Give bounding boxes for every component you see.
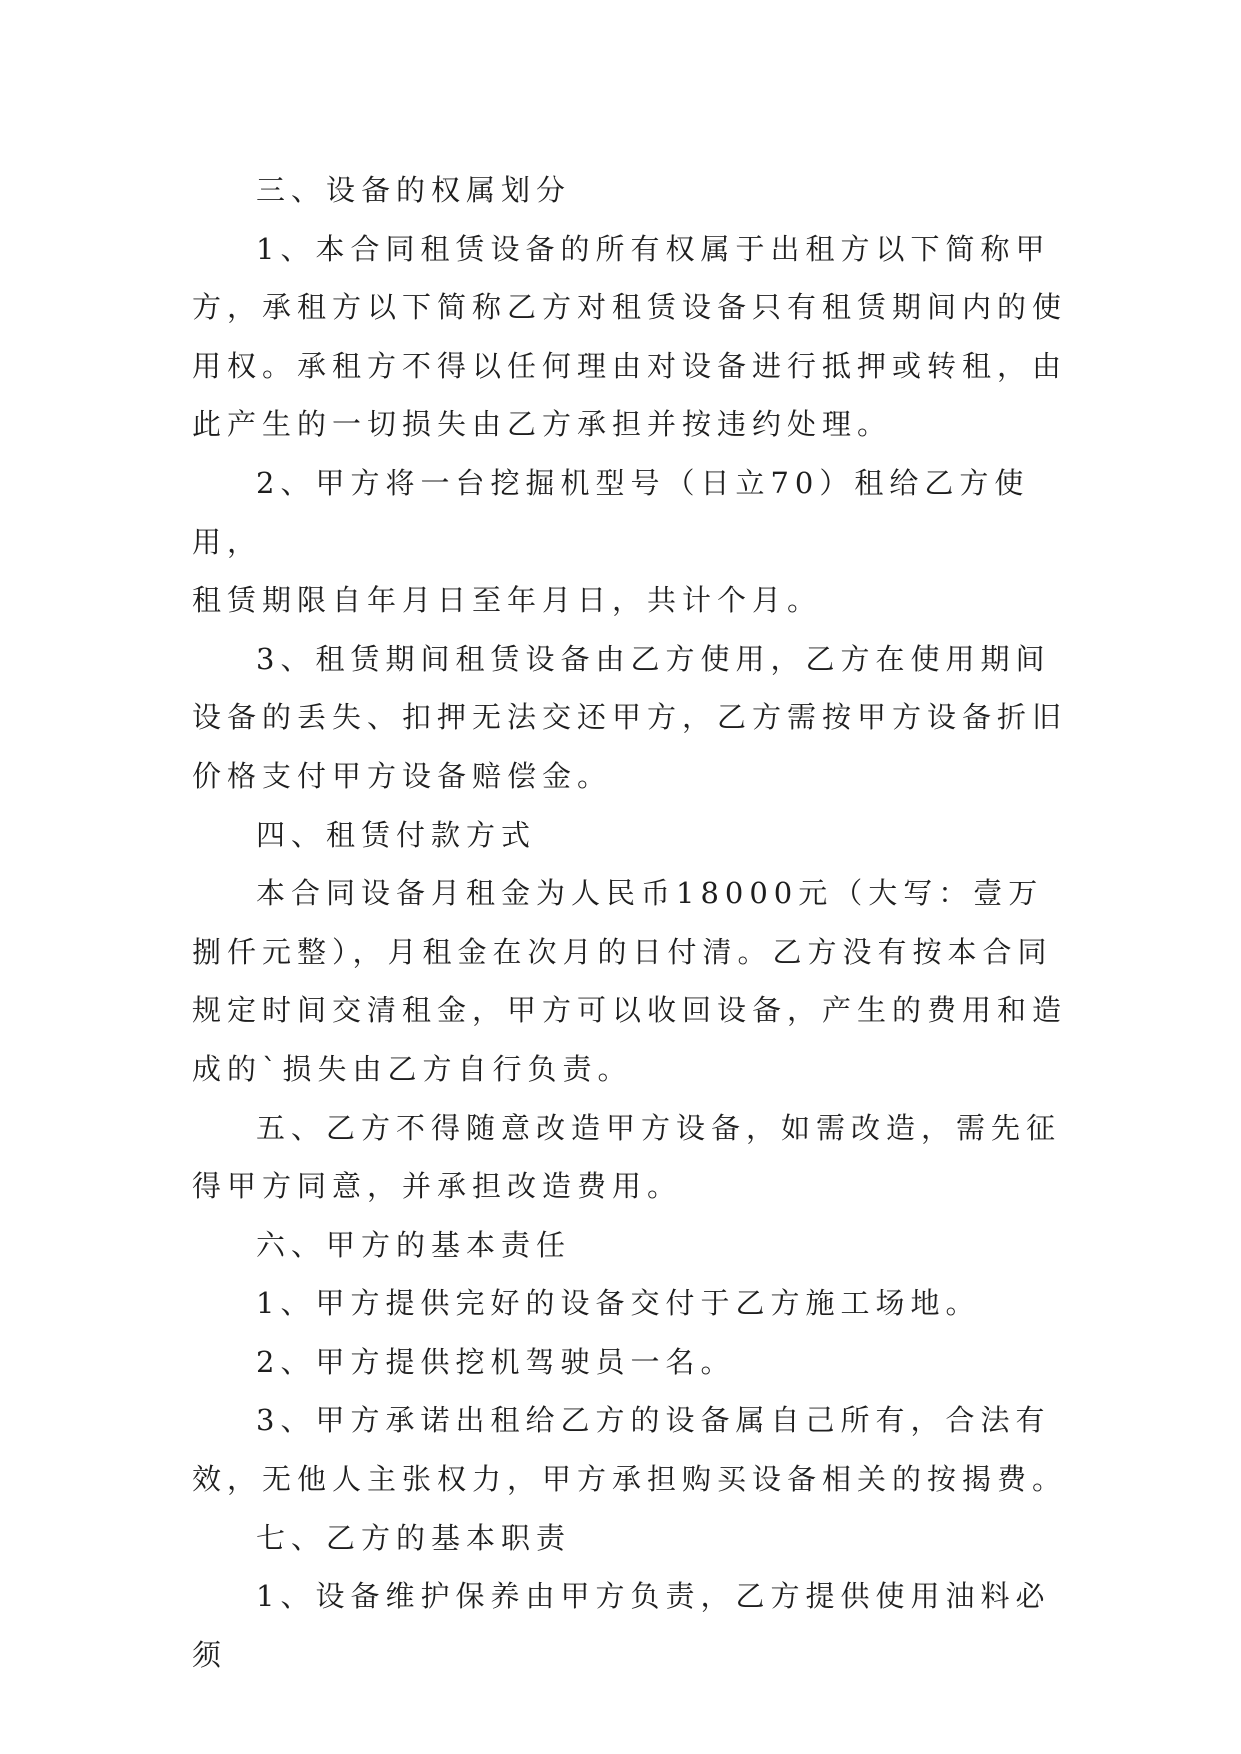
section-heading-payment: 四、租赁付款方式 xyxy=(256,817,537,852)
paragraph-party-b-duty-1: 1、设备维护保养由甲方负责，乙方提供使用油料必须 xyxy=(192,1579,1051,1672)
paragraph-payment-terms: 本合同设备月租金为人民币18000元（大写：壹万捌仟元整），月租金在次月的日付清。乙方没有按本合同规定时间交清租金，甲方可以收回设备，产生的费用和造成的`损失由乙方自行负责。 xyxy=(192,876,1068,1086)
section-heading-party-a-duties: 六、甲方的基本责任 xyxy=(256,1227,572,1262)
paragraph-ownership-clause-2: 2、甲方将一台挖掘机型号（日立70）租给乙方使用， xyxy=(192,465,1030,559)
paragraph-party-a-duty-2: 2、甲方提供挖机驾驶员一名。 xyxy=(256,1344,736,1379)
section-heading-party-b-duties: 七、乙方的基本职责 xyxy=(256,1520,572,1555)
section-heading-ownership: 三、设备的权属划分 xyxy=(256,173,572,207)
paragraph-party-a-duty-3: 3、甲方承诺出租给乙方的设备属自己所有，合法有效，无他人主张权力，甲方承担购买设备相关的按揭费。 xyxy=(192,1403,1068,1497)
paragraph-party-a-duty-1: 1、甲方提供完好的设备交付于乙方施工场地。 xyxy=(256,1286,981,1321)
document-body xyxy=(192,161,1072,1684)
paragraph-ownership-clause-3: 3、租赁期间租赁设备由乙方使用，乙方在使用期间设备的丢失、扣押无法交还甲方，乙方需按甲方设备折旧价格支付甲方设备赔偿金。 xyxy=(192,641,1068,793)
paragraph-lease-term: 租赁期限自年月日至年月日，共计个月。 xyxy=(192,583,823,618)
paragraph-ownership-clause-1: 1、本合同租赁设备的所有权属于出租方以下简称甲方，承租方以下简称乙方对租赁设备只有租赁期间内的使用权。承租方不得以任何理由对设备进行抵押或转租，由此产生的一切损失由乙方承担并按违约处理。 xyxy=(192,231,1068,442)
section-modification: 五、乙方不得随意改造甲方设备，如需改造，需先征得甲方同意，并承担改造费用。 xyxy=(192,1110,1062,1204)
